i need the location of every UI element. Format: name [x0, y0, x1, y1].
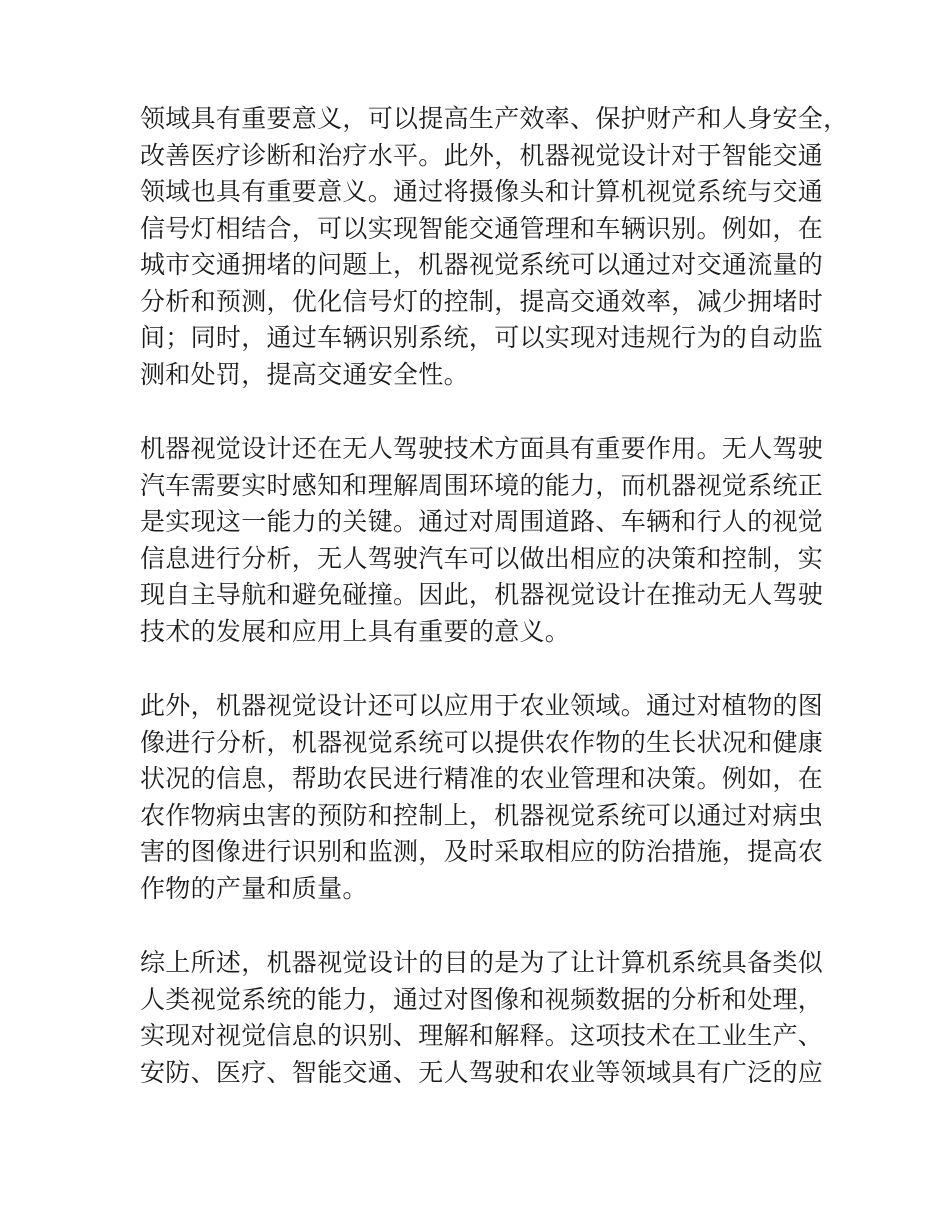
text-line: 汽车需要实时感知和理解周围环境的能力，而机器视觉系统正: [140, 470, 824, 500]
text-line: 领域具有重要意义，可以提高生产效率、保护财产和人身安全，: [140, 104, 849, 133]
text-line: 安防、医疗、智能交通、无人驾驶和农业等领域具有广泛的应: [140, 1057, 824, 1087]
text-line: 状况的信息，帮助农民进行精准的农业管理和决策。例如，在: [140, 764, 824, 793]
text-line: 城市交通拥堵的问题上，机器视觉系统可以通过对交通流量的: [140, 250, 824, 279]
paragraph-autonomous-driving: [140, 431, 830, 650]
text-line: 像进行分析，机器视觉系统可以提供农作物的生长状况和健康: [140, 727, 824, 757]
text-line: 信息进行分析，无人驾驶汽车可以做出相应的决策和控制，实: [140, 543, 824, 573]
text-line: 现自主导航和避免碰撞。因此，机器视觉设计在推动无人驾驶: [140, 580, 824, 609]
text-line: 害的图像进行识别和监测，及时采取相应的防治措施，提高农: [140, 837, 824, 866]
text-line: 测和处罚，提高交通安全性。: [140, 359, 469, 389]
document-page: [140, 101, 849, 1129]
paragraph-agriculture: [140, 688, 830, 907]
paragraph-applications-traffic: [140, 101, 849, 393]
text-line: 人类视觉系统的能力，通过对图像和视频数据的分析和处理，: [140, 984, 824, 1014]
text-line: 分析和预测，优化信号灯的控制，提高交通效率，减少拥堵时: [140, 286, 824, 316]
text-line: 机器视觉设计还在无人驾驶技术方面具有重要作用。无人驾驶: [140, 434, 824, 463]
text-line: 作物的产量和质量。: [140, 873, 368, 903]
text-line: 领域也具有重要意义。通过将摄像头和计算机视觉系统与交通: [140, 177, 824, 206]
text-line: 改善医疗诊断和治疗水平。此外，机器视觉设计对于智能交通: [140, 140, 824, 170]
text-line: 农作物病虫害的预防和控制上，机器视觉系统可以通过对病虫: [140, 800, 824, 830]
text-line: 综上所述，机器视觉设计的目的是为了让计算机系统具备类似: [140, 948, 824, 977]
text-line: 信号灯相结合，可以实现智能交通管理和车辆识别。例如，在: [140, 213, 824, 243]
text-line: 技术的发展和应用上具有重要的意义。: [140, 616, 571, 646]
text-line: 是实现这一能力的关键。通过对周围道路、车辆和行人的视觉: [140, 507, 824, 536]
text-line: 间；同时，通过车辆识别系统，可以实现对违规行为的自动监: [140, 323, 824, 352]
text-line: 此外，机器视觉设计还可以应用于农业领域。通过对植物的图: [140, 691, 824, 720]
text-line: 实现对视觉信息的识别、理解和解释。这项技术在工业生产、: [140, 1021, 824, 1050]
paragraph-summary: [140, 945, 830, 1091]
